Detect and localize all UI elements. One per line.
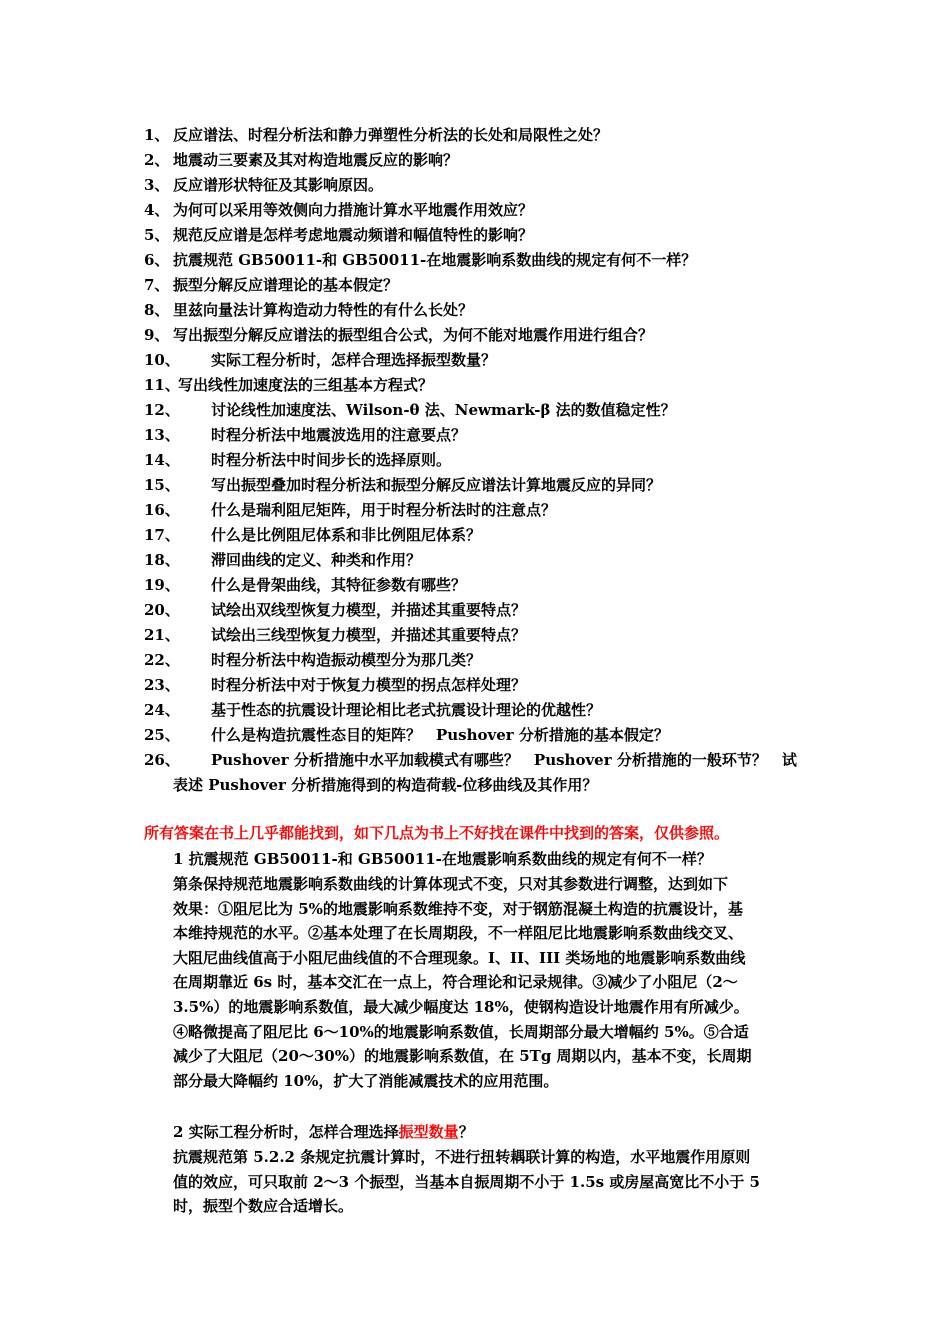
question-text: 时程分析法中构造振动模型分为那几类？ xyxy=(211,651,482,669)
question-continuation: 表述 Pushover 分析措施得到的构造荷载-位移曲线及其作用？ xyxy=(173,776,598,794)
question-item xyxy=(144,523,481,548)
question-text: 实际工程分析时，怎样合理选择振型数量？ xyxy=(211,351,497,369)
answer-title-prefix: 2 实际工程分析时，怎样合理选择 xyxy=(173,1123,399,1141)
question-number: 17、 xyxy=(144,526,180,544)
question-text: 基于性态的抗震设计理论相比老式抗震设计理论的优越性？ xyxy=(211,701,602,719)
question-text: 地震动三要素及其对构造地震反应的影响？ xyxy=(173,151,459,169)
question-item xyxy=(144,698,601,723)
question-item xyxy=(144,223,533,248)
question-text: 什么是骨架曲线，其特征参数有哪些？ xyxy=(211,576,467,594)
question-number: 23、 xyxy=(144,676,180,694)
answer-line: 效果：①阻尼比为 5%的地震影响系数维持不变，对于钢筋混凝土构造的抗震设计，基 xyxy=(173,900,743,918)
question-number: 15、 xyxy=(144,476,180,494)
question-number: 5、 xyxy=(144,226,170,244)
question-number: 4、 xyxy=(144,201,170,219)
question-text: 规范反应谱是怎样考虑地震动频谱和幅值特性的影响？ xyxy=(173,226,534,244)
question-item xyxy=(144,673,526,698)
question-text: 讨论线性加速度法、Wilson-θ 法、Newmark-β 法的数值稳定性？ xyxy=(211,401,676,419)
question-item xyxy=(144,598,526,623)
question-text: 里兹向量法计算构造动力特性的有什么长处？ xyxy=(173,301,474,319)
question-text: 试绘出双线型恢复力模型，并描述其重要特点？ xyxy=(211,601,527,619)
question-item xyxy=(144,298,473,323)
question-text: 时程分析法中地震波选用的注意要点？ xyxy=(211,426,467,444)
question-item xyxy=(144,498,556,523)
answer-line: ④略微提高了阻尼比 6～10%的地震影响系数值，长周期部分最大增幅约 5%。⑤合适 xyxy=(173,1023,749,1041)
question-text: 滞回曲线的定义、种类和作用？ xyxy=(211,551,422,569)
question-item xyxy=(144,423,466,448)
question-text: Pushover 分析措施中水平加载模式有哪些？ Pushover 分析措施的一般环节？ 试 xyxy=(211,751,797,769)
question-number: 2、 xyxy=(144,151,170,169)
question-number: 22、 xyxy=(144,651,180,669)
answer-note: 所有答案在书上几乎都能找到，如下几点为书上不好找在课件中找到的答案，仅供参照。 xyxy=(144,824,730,842)
answer-line: 在周期靠近 6s 时，基本交汇在一点上，符合理论和记录规律。③减少了小阻尼（2～ xyxy=(173,973,738,991)
question-number: 8、 xyxy=(144,301,170,319)
question-item xyxy=(144,198,533,223)
question-text: 试绘出三线型恢复力模型，并描述其重要特点？ xyxy=(211,626,527,644)
answer-title xyxy=(173,1120,823,1145)
question-number: 14、 xyxy=(144,451,180,469)
question-item xyxy=(144,623,526,648)
question-number: 9、 xyxy=(144,326,170,344)
question-text: 什么是比例阻尼体系和非比例阻尼体系？ xyxy=(211,526,482,544)
question-text: 写出线性加速度法的三组基本方程式？ xyxy=(178,376,434,394)
answer-line: 时，振型个数应合适增长。 xyxy=(173,1197,354,1215)
answer-title: 1 抗震规范 GB50011-和 GB50011-在地震影响系数曲线的规定有何不一样？ xyxy=(173,850,712,868)
answer-line: 抗震规范第 5.2.2 条规定抗震计算时，不进行扭转耦联计算的构造，水平地震作用原则 xyxy=(173,1148,751,1166)
question-item xyxy=(144,398,676,423)
question-number: 13、 xyxy=(144,426,180,444)
question-item xyxy=(144,723,669,748)
question-item xyxy=(144,573,466,598)
answer-line: 3.5%）的地震影响系数值，最大减少幅度达 18%，使钢构造设计地震作用有所减少。 xyxy=(173,998,749,1016)
question-number: 24、 xyxy=(144,701,180,719)
question-item xyxy=(144,348,496,373)
question-item xyxy=(144,323,653,348)
question-text: 写出振型分解反应谱法的振型组合公式，为何不能对地震作用进行组合？ xyxy=(173,326,654,344)
question-number: 12、 xyxy=(144,401,180,419)
question-text: 反应谱法、时程分析法和静力弹塑性分析法的长处和局限性之处？ xyxy=(173,126,609,144)
question-number: 6、 xyxy=(144,251,170,269)
question-number: 3、 xyxy=(144,176,170,194)
answer-line: 本维持规范的水平。②基本处理了在长周期段，不一样阻尼比地震影响系数曲线交叉、 xyxy=(173,924,744,942)
question-item xyxy=(144,273,398,298)
question-item xyxy=(144,448,451,473)
question-number: 20、 xyxy=(144,601,180,619)
question-item xyxy=(144,548,421,573)
answer-line: 部分最大降幅约 10%，扩大了消能减震技术的应用范围。 xyxy=(173,1072,559,1090)
question-item xyxy=(144,173,383,198)
answer-title-suffix: ？ xyxy=(458,1123,474,1141)
question-number: 19、 xyxy=(144,576,180,594)
question-text: 什么是构造抗震性态目的矩阵？ Pushover 分析措施的基本假定？ xyxy=(211,726,669,744)
question-number: 7、 xyxy=(144,276,170,294)
question-text: 振型分解反应谱理论的基本假定？ xyxy=(173,276,399,294)
answer-line: 第条保持规范地震影响系数曲线的计算体现式不变，只对其参数进行调整，达到如下 xyxy=(173,875,729,893)
answer-line: 大阻尼曲线值高于小阻尼曲线值的不合理现象。I、II、III 类场地的地震影响系数曲线 xyxy=(173,949,746,967)
question-item xyxy=(144,648,481,673)
question-number: 11、 xyxy=(144,376,180,394)
answer-line: 值的效应，可只取前 2～3 个振型，当基本自振周期不小于 1.5s 或房屋高宽比不小于 5 xyxy=(173,1173,760,1191)
question-number: 21、 xyxy=(144,626,180,644)
question-number: 1、 xyxy=(144,126,170,144)
question-text: 时程分析法中时间步长的选择原则。 xyxy=(211,451,452,469)
question-item xyxy=(144,473,661,498)
question-item xyxy=(144,748,797,794)
question-item xyxy=(144,148,458,173)
question-text: 抗震规范 GB50011-和 GB50011-在地震影响系数曲线的规定有何不一样？ xyxy=(173,251,697,269)
answer-line: 减少了大阻尼（20～30%）的地震影响系数值，在 5Tg 周期以内，基本不变，长周期 xyxy=(173,1047,752,1065)
question-number: 16、 xyxy=(144,501,180,519)
question-item xyxy=(144,248,696,273)
question-text: 写出振型叠加时程分析法和振型分解反应谱法计算地震反应的异同？ xyxy=(211,476,662,494)
question-number: 25、 xyxy=(144,726,180,744)
question-text: 什么是瑞利阻尼矩阵，用于时程分析法时的注意点？ xyxy=(211,501,557,519)
question-text: 反应谱形状特征及其影响原因。 xyxy=(173,176,384,194)
question-item xyxy=(144,373,433,398)
question-text: 为何可以采用等效侧向力措施计算水平地震作用效应？ xyxy=(173,201,534,219)
question-text: 时程分析法中对于恢复力模型的拐点怎样处理？ xyxy=(211,676,527,694)
answer-title-highlight: 振型数量 xyxy=(398,1123,459,1141)
question-number: 10、 xyxy=(144,351,180,369)
question-number: 26、 xyxy=(144,751,180,769)
question-item xyxy=(144,123,608,148)
question-number: 18、 xyxy=(144,551,180,569)
